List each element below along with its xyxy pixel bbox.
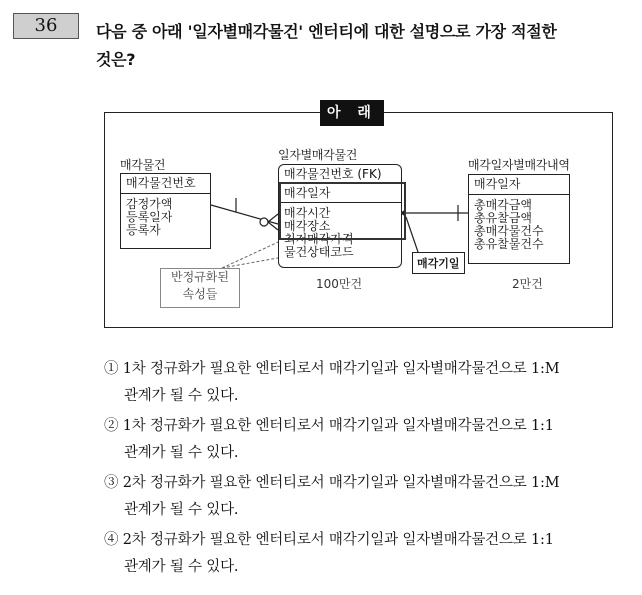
entity-1-box: [120, 173, 211, 249]
entity-2-attr: 매각물건번호 (FK): [279, 165, 401, 184]
entity-3-box: [468, 174, 570, 264]
answer-option-1[interactable]: [104, 356, 624, 410]
option-text-line-1: 1차 정규화가 필요한 엔터티로서 매각기일과 일자별매각물건으로 1:1: [122, 418, 554, 434]
option-text-line-1: 2차 정규화가 필요한 엔터티로서 매각기일과 일자별매각물건으로 1:1: [122, 532, 554, 548]
entity-1-attr: 감정가액: [126, 197, 173, 211]
question-line-1: 다음 중 아래 '일자별매각물건' 엔터티에 대한 설명으로 가장 적절한: [96, 22, 557, 41]
entity-3-attr: 총유찰금액: [474, 211, 532, 225]
option-marker: ③: [104, 475, 119, 491]
option-marker: ①: [104, 361, 119, 377]
entity-2-count: 100만건: [316, 277, 363, 291]
highlight-box: [279, 182, 406, 240]
entity-3-name: 매각일자별매각내역: [468, 158, 570, 172]
option-text-line-1: 2차 정규화가 필요한 엔터티로서 매각기일과 일자별매각물건으로 1:M: [122, 475, 560, 491]
entity-2-attr: 최저매각가격: [284, 232, 354, 246]
answer-option-3[interactable]: [104, 470, 624, 524]
option-text-line-2: 관계가 될 수 있다.: [124, 502, 239, 518]
question-number: 36: [13, 13, 79, 39]
callout-line-2: 속성들: [182, 287, 218, 301]
entity-3-attr: 총매각금액: [474, 198, 532, 212]
option-text-line-1: 1차 정규화가 필요한 엔터티로서 매각기일과 일자별매각물건으로 1:M: [122, 361, 560, 377]
entity-2-attr: 매각시간: [284, 206, 331, 220]
entity-2-attr: 매각장소: [284, 219, 331, 233]
entity-3-attr: 총매각물건수: [474, 224, 544, 238]
entity-1-name: 매각물건: [120, 158, 166, 172]
entity-3-count: 2만건: [512, 277, 543, 291]
crowfoot-top: [268, 214, 278, 222]
relationship-tag: 매각기일: [412, 252, 465, 274]
entity-2-name: 일자별매각물건: [278, 148, 358, 162]
tag-pointer: [406, 217, 418, 252]
answer-option-2[interactable]: [104, 413, 624, 467]
option-marker: ②: [104, 418, 119, 434]
entity-1-attr: 등록일자: [126, 210, 173, 224]
option-text-line-2: 관계가 될 수 있다.: [124, 388, 239, 404]
option-marker: ④: [104, 532, 119, 548]
entity-3-pk: 매각일자: [469, 175, 569, 195]
figure-title: 아 래: [320, 100, 384, 126]
answer-option-4[interactable]: [104, 527, 624, 581]
option-text-line-2: 관계가 될 수 있다.: [124, 559, 239, 575]
entity-3-attr: 총유찰물건수: [474, 237, 544, 251]
question-line-2: 것은?: [96, 50, 136, 69]
entity-1-attr: 등록자: [126, 223, 161, 237]
entity-2-attr: 물건상태코드: [284, 245, 354, 259]
option-text-line-2: 관계가 될 수 있다.: [124, 445, 239, 461]
callout-line-1: 반정규화된: [171, 270, 229, 284]
optional-circle: [260, 218, 268, 226]
entity-1-pk: 매각물건번호: [121, 174, 210, 194]
entity-2-attr: 매각일자: [279, 184, 401, 203]
denormalized-callout: [160, 268, 240, 308]
